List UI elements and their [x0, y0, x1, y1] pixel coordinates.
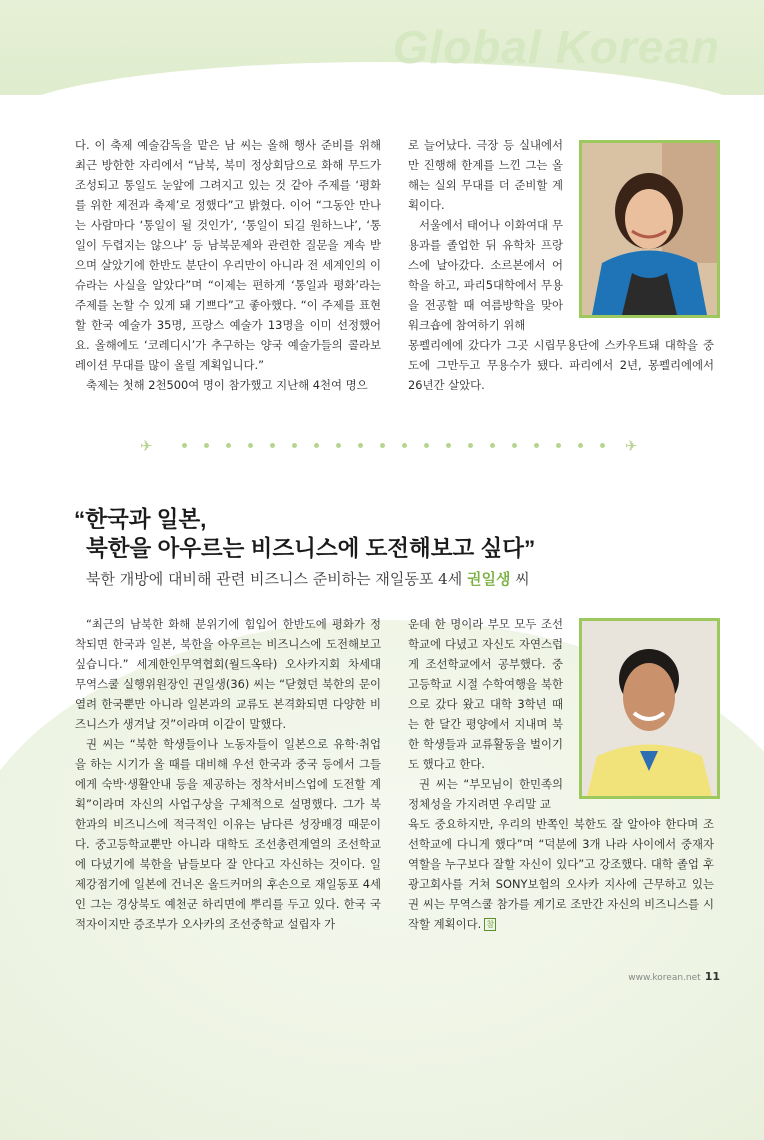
- article2-left-paragraph-1: “최근의 남북한 화해 분위기에 힘입어 한반도에 평화가 정착되면 한국과 일본, 북한을 아우르는 비즈니스에 도전해보고 싶습니다.” 세계한인무역협회(월드옥타) 오사카지회 차세대 무역스쿨 실행위원장인 권일생(36) 씨는 “닫혔던 북한의 문이 열려 한국뿐만 아니라 일본과의 교류도 본격화되면 다양한 비즈니스가 생겨날 것”이라며 이같이 말했다.: [75, 617, 381, 731]
- article2-headline: [74, 505, 714, 563]
- article2-wide-paragraph: 육도 중요하지만, 우리의 반쪽인 북한도 잘 알아야 한다며 조선학교에 다니게 했다”며 “덕분에 3개 나라 사이에서 중재자 역할을 누구보다 잘할 자신이 있다”고 강조했다. 대학 졸업 후 광고회사를 거쳐 SONY보험의 오사카 지사에 근무하고 있는 권 씨는 무역스쿨 참가를 계기로 조만간 자신의 비즈니스를 시작할 계획이다. 참: [408, 817, 714, 931]
- article2-headline-line2: 북한을 아우르는 비즈니스에 도전해보고 싶다”: [86, 536, 536, 561]
- article1-right-paragraph-1: 로 늘어났다. 극장 등 실내에서만 진행해 한계를 느낀 그는 올해는 실외 무대를 더 준비할 계획이다.: [408, 138, 563, 212]
- article1-right-column: [408, 135, 563, 335]
- section-title: Global Korean: [392, 21, 720, 73]
- article2-right-paragraph-1: 운데 한 명이라 부모 모두 조선학교에 다녔고 자신도 자연스럽게 조선학교에서 공부했다. 중고등학교 시절 수학여행을 북한으로 갔다 왔고 대학 3학년 때는 한 달간 평양에서 지내며 북한 학생들과 교류활동을 벌이기도 했다고 한다.: [408, 617, 563, 771]
- article1-left-paragraph-2: 축제는 첫해 2천500여 명이 참가했고 지난해 4천여 명으: [86, 378, 368, 392]
- article2-left-column: [75, 614, 381, 934]
- footer-url: www.korean.net: [628, 973, 701, 983]
- article1-right-paragraph-2: 서울에서 태어나 이화여대 무용과를 졸업한 뒤 유학차 프랑스에 날아갔다. 소르본에서 어학을 하고, 파리5대학에서 무용을 전공할 때 여름방학을 맞아 워크숍에 참여하기 위해: [408, 218, 563, 332]
- section-divider: [140, 437, 644, 453]
- article1-wide-paragraph: 몽펠리에에 갔다가 그곳 시립무용단에 스카우트돼 대학을 중도에 그만두고 무용수가 됐다. 파리에서 2년, 몽펠리에에서 26년간 살았다.: [408, 338, 714, 392]
- airplane-icon: ✈: [140, 437, 153, 455]
- subhead-prefix: 북한 개방에 대비해 관련 비즈니스 준비하는 재일동포 4세: [86, 570, 467, 588]
- article2-headline-line1: “한국과 일본,: [74, 507, 207, 532]
- article2-wide-column: [408, 814, 714, 934]
- subhead-suffix: 씨: [510, 570, 530, 588]
- article1-wide-column: [408, 335, 714, 395]
- page-number: 11: [704, 970, 720, 983]
- end-mark-icon: 참: [484, 918, 496, 931]
- article1-left-paragraph-1: 다. 이 축제 예술감독을 맡은 남 씨는 올해 행사 준비를 위해 최근 방한한 자리에서 “남북, 북미 정상회담으로 화해 무드가 조성되고 통일도 눈앞에 그려지고 있는 것 같아 주제를 ‘평화를 위한 제전과 축제’로 정했다”고 밝혔다. 이어 “그동안 만나는 사람마다 ‘통일이 될 것인가’, ‘통일이 되길 원하느냐’, ‘통일이 두렵지는 않으냐’ 등 남북문제와 관련한 질문을 계속 받으며 살았기에 한반도 분단이 우리만이 아니라 전 세계인의 이슈라는 사실을 알았다”며 “이제는 편하게 ‘통일과 평화’라는 주제를 논할 수 있게 돼 기쁘다”고 좋아했다. “이 주제를 표현할 한국 예술가 35명, 프랑스 예술가 13명을 이미 선정했어요. 올해에도 ‘코레디시’가 추구하는 양국 예술가들의 콜라보레이션 무대를 많이 올릴 계획입니다.”: [75, 138, 381, 372]
- article2-left-paragraph-2: 권 씨는 “북한 학생들이나 노동자들이 일본으로 유학·취업을 하는 시기가 올 때를 대비해 우선 한국과 중국 등에서 그들에게 숙박·생활안내 등을 제공하는 정착서비스업에 도전할 계획”이라며 자신의 사업구상을 구체적으로 설명했다. 그가 북한과의 비즈니스에 적극적인 이유는 남다른 성장배경 때문이다. 중고등학교뿐만 아니라 대학도 조선총련계열의 조선학교에 다녔기에 북한을 남들보다 잘 안다고 자신하는 것이다. 일제강점기에 일본에 건너온 올드커머의 후손으로 재일동포 4세인 그는 경상북도 예천군 하리면에 뿌리를 두고 있다. 한국 국적자이지만 증조부가 오사카의 조선중학교 설립자 가: [75, 737, 381, 931]
- article1-left-column: [75, 135, 381, 395]
- page-footer: [628, 970, 720, 983]
- subhead-person-name: 권일생: [466, 570, 511, 588]
- article2-subhead: [86, 568, 726, 589]
- airplane-icon: ✈: [625, 437, 638, 455]
- portrait-woman-photo: [579, 140, 720, 318]
- article2-right-paragraph-2: 권 씨는 “부모님이 한민족의 정체성을 가지려면 우리말 교: [408, 777, 563, 811]
- portrait-man-photo: [579, 618, 720, 799]
- article2-right-column: [408, 614, 563, 814]
